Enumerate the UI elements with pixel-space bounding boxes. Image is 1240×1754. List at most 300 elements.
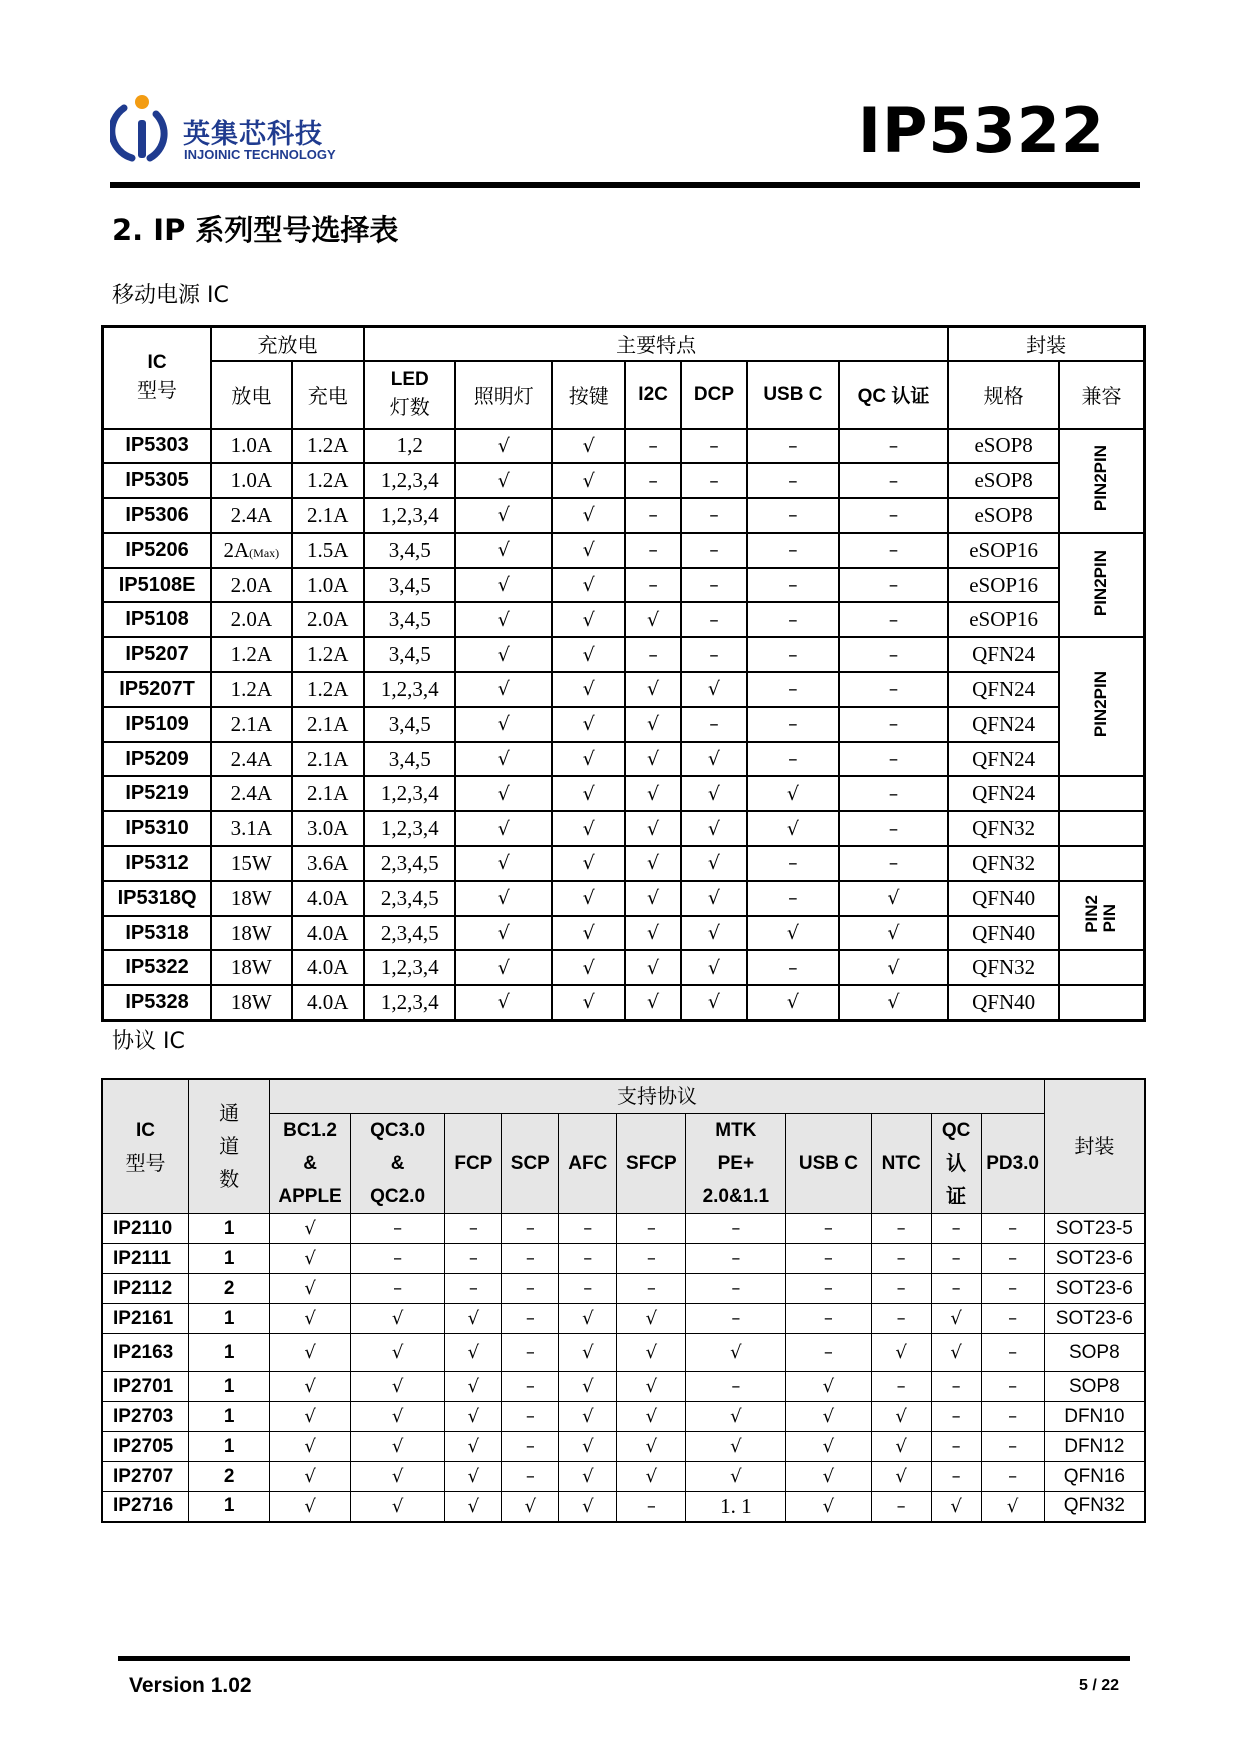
qc-cert-cell: – [931,1214,981,1244]
package-spec-cell: QFN40 [948,881,1059,916]
package-spec-cell: eSOP16 [948,602,1059,637]
channel-count-cell: 1 [188,1492,269,1522]
package-spec-cell: QFN24 [948,707,1059,742]
usbc-cell: – [747,602,839,637]
product-title: IP5322 [857,94,1105,167]
ic-model-cell: IP2112 [102,1274,188,1304]
dcp-cell: √ [681,916,747,951]
channel-count-cell: 1 [188,1432,269,1462]
discharge-cell: 2.4A [211,498,291,533]
qc-cert-cell: – [931,1274,981,1304]
qc-cert-cell: – [839,429,949,464]
channel-count-cell: 1 [188,1304,269,1334]
charge-cell: 3.6A [292,846,364,881]
key-cell: √ [552,846,625,881]
pd30-cell: – [981,1244,1044,1274]
led-count-cell: 2,3,4,5 [364,916,456,951]
i2c-cell: √ [625,985,680,1020]
ic-model-cell: IP2111 [102,1244,188,1274]
table-row [102,1214,1145,1244]
package-cell: SOT23-6 [1044,1274,1145,1304]
usbc-cell: – [786,1214,871,1244]
afc-cell: √ [559,1492,617,1522]
usbc-cell: – [786,1274,871,1304]
qc-cert-cell: √ [839,916,949,951]
light-cell: √ [455,533,552,568]
col-key: 按键 [552,361,625,429]
ic-model-cell: IP5207 [103,637,212,672]
package-spec-cell: eSOP8 [948,463,1059,498]
i2c-cell: √ [625,707,680,742]
scp-cell: – [502,1372,559,1402]
discharge-cell: 2.1A [211,707,291,742]
dcp-cell: √ [681,811,747,846]
dcp-cell: – [681,602,747,637]
protocol-ic-subtitle: 协议 IC [112,1029,185,1054]
led-count-cell: 3,4,5 [364,637,456,672]
charge-cell: 4.0A [292,985,364,1020]
mtk-cell: – [686,1372,786,1402]
usbc-cell: √ [747,985,839,1020]
charge-cell: 4.0A [292,916,364,951]
mtk-cell: – [686,1304,786,1334]
table-row [103,846,1145,881]
compat-cell: PIN2PIN [1059,637,1145,776]
table-row [102,1244,1145,1274]
dcp-cell: – [681,568,747,603]
scp-cell: √ [502,1492,559,1522]
package-cell: SOT23-6 [1044,1304,1145,1334]
dcp-cell: √ [681,950,747,985]
ic-model-cell: IP5109 [103,707,212,742]
key-cell: √ [552,742,625,777]
mtk-cell: √ [686,1462,786,1492]
fcp-cell: √ [445,1402,502,1432]
package-spec-cell: QFN32 [948,811,1059,846]
ntc-cell: – [871,1214,931,1244]
ic-model-cell: IP5306 [103,498,212,533]
mtk-cell: – [686,1274,786,1304]
qc-cert-cell: – [839,533,949,568]
charge-cell: 2.1A [292,707,364,742]
col-ntc: NTC [871,1114,931,1214]
charge-cell: 1.2A [292,429,364,464]
fcp-cell: √ [445,1492,502,1522]
usbc-cell: – [747,707,839,742]
fcp-cell: √ [445,1372,502,1402]
led-count-cell: 3,4,5 [364,568,456,603]
usbc-cell: √ [747,776,839,811]
usbc-cell: – [747,742,839,777]
usbc-cell: – [747,429,839,464]
pd30-cell: – [981,1304,1044,1334]
dcp-cell: √ [681,881,747,916]
col-qc-cert: QC 认 证 [931,1114,981,1214]
qc-cert-cell: – [839,776,949,811]
mtk-cell: √ [686,1402,786,1432]
table-row [103,881,1145,916]
i2c-cell: – [625,533,680,568]
led-count-cell: 1,2,3,4 [364,811,456,846]
discharge-cell: 1.2A [211,672,291,707]
table-row [103,811,1145,846]
channel-count-cell: 2 [188,1462,269,1492]
key-cell: √ [552,602,625,637]
ic-model-cell: IP5328 [103,985,212,1020]
pd30-cell: – [981,1274,1044,1304]
bc12-cell: √ [270,1244,350,1274]
led-count-cell: 1,2,3,4 [364,463,456,498]
usbc-cell: √ [786,1432,871,1462]
ntc-cell: √ [871,1432,931,1462]
col-scp: SCP [502,1114,559,1214]
key-cell: √ [552,881,625,916]
scp-cell: – [502,1244,559,1274]
table-row [103,776,1145,811]
usbc-cell: √ [786,1372,871,1402]
channel-count-cell: 1 [188,1372,269,1402]
header-ic-model: IC 型号 [103,327,212,429]
light-cell: √ [455,429,552,464]
ic-model-cell: IP2705 [102,1432,188,1462]
afc-cell: √ [559,1402,617,1432]
header-channel-count: 通 道 数 [188,1079,269,1214]
compat-cell: PIN2PIN [1059,429,1145,533]
ic-model-cell: IP5303 [103,429,212,464]
sfcp-cell: – [617,1492,686,1522]
bc12-cell: √ [270,1372,350,1402]
i2c-cell: – [625,568,680,603]
light-cell: √ [455,707,552,742]
col-afc: AFC [559,1114,617,1214]
key-cell: √ [552,568,625,603]
key-cell: √ [552,672,625,707]
key-cell: √ [552,985,625,1020]
key-cell: √ [552,916,625,951]
col-fcp: FCP [445,1114,502,1214]
ntc-cell: – [871,1492,931,1522]
charge-cell: 3.0A [292,811,364,846]
package-spec-cell: eSOP8 [948,498,1059,533]
bc12-cell: √ [270,1402,350,1432]
charge-cell: 2.1A [292,498,364,533]
ic-model-cell: IP5108E [103,568,212,603]
afc-cell: √ [559,1462,617,1492]
usbc-cell: √ [786,1402,871,1432]
usbc-cell: – [786,1304,871,1334]
charge-cell: 1.0A [292,568,364,603]
channel-count-cell: 1 [188,1244,269,1274]
charge-cell: 2.1A [292,776,364,811]
led-count-cell: 3,4,5 [364,602,456,637]
logo-mark-icon [110,94,176,164]
qc-cert-cell: – [931,1462,981,1492]
table-row [102,1462,1145,1492]
usbc-cell: √ [786,1492,871,1522]
bc12-cell: √ [270,1274,350,1304]
i2c-cell: √ [625,811,680,846]
pd30-cell: – [981,1214,1044,1244]
led-count-cell: 1,2,3,4 [364,776,456,811]
pd30-cell: – [981,1402,1044,1432]
mtk-cell: 1. 1 [686,1492,786,1522]
ntc-cell: – [871,1304,931,1334]
led-count-cell: 2,3,4,5 [364,881,456,916]
i2c-cell: √ [625,881,680,916]
qc-cell: √ [350,1372,445,1402]
table-row [102,1274,1145,1304]
led-count-cell: 3,4,5 [364,533,456,568]
power-bank-subtitle: 移动电源 IC [112,283,229,308]
col-qc-cert: QC 认证 [839,361,949,429]
fcp-cell: √ [445,1334,502,1372]
usbc-cell: – [786,1244,871,1274]
mtk-cell: √ [686,1432,786,1462]
key-cell: √ [552,533,625,568]
discharge-cell: 2.4A [211,776,291,811]
i2c-cell: – [625,429,680,464]
package-spec-cell: eSOP8 [948,429,1059,464]
qc-cell: √ [350,1304,445,1334]
i2c-cell: √ [625,846,680,881]
ntc-cell: √ [871,1462,931,1492]
scp-cell: – [502,1304,559,1334]
package-spec-cell: QFN32 [948,950,1059,985]
afc-cell: √ [559,1334,617,1372]
ntc-cell: √ [871,1334,931,1372]
usbc-cell: √ [747,811,839,846]
light-cell: √ [455,602,552,637]
table-row [103,463,1145,498]
header-package: 封装 [1044,1079,1145,1214]
qc-cert-cell: – [931,1372,981,1402]
package-cell: QFN32 [1044,1492,1145,1522]
qc-cert-cell: √ [839,881,949,916]
dcp-cell: √ [681,985,747,1020]
table-row [102,1304,1145,1334]
qc-cert-cell: – [839,742,949,777]
led-count-cell: 1,2,3,4 [364,950,456,985]
logo-english-name: INJOINIC TECHNOLOGY [184,147,336,162]
charge-cell: 2.0A [292,602,364,637]
bc12-cell: √ [270,1492,350,1522]
pd30-cell: – [981,1372,1044,1402]
i2c-cell: √ [625,602,680,637]
qc-cell: √ [350,1462,445,1492]
sfcp-cell: √ [617,1304,686,1334]
charge-cell: 4.0A [292,881,364,916]
package-spec-cell: eSOP16 [948,533,1059,568]
usbc-cell: – [747,533,839,568]
light-cell: √ [455,672,552,707]
light-cell: √ [455,881,552,916]
usbc-cell: – [747,498,839,533]
col-usbc: USB C [747,361,839,429]
qc-cell: √ [350,1432,445,1462]
table-row [102,1372,1145,1402]
protocol-ic-table [101,1078,1146,1523]
package-spec-cell: eSOP16 [948,568,1059,603]
scp-cell: – [502,1214,559,1244]
qc-cert-cell: √ [931,1334,981,1372]
qc-cert-cell: – [839,498,949,533]
table-row [102,1334,1145,1372]
discharge-cell: 15W [211,846,291,881]
i2c-cell: √ [625,950,680,985]
ic-model-cell: IP2707 [102,1462,188,1492]
col-mtk-pe: MTK PE+ 2.0&1.1 [686,1114,786,1214]
page-header [110,86,1140,186]
scp-cell: – [502,1274,559,1304]
key-cell: √ [552,950,625,985]
col-charge: 充电 [292,361,364,429]
dcp-cell: √ [681,846,747,881]
afc-cell: √ [559,1304,617,1334]
ic-model-cell: IP5318Q [103,881,212,916]
package-spec-cell: QFN24 [948,637,1059,672]
scp-cell: – [502,1402,559,1432]
ic-model-cell: IP2163 [102,1334,188,1372]
ntc-cell: – [871,1244,931,1274]
ic-model-cell: IP5209 [103,742,212,777]
ic-model-cell: IP5310 [103,811,212,846]
sfcp-cell: √ [617,1402,686,1432]
charge-cell: 2.1A [292,742,364,777]
qc-cert-cell: – [839,568,949,603]
table-row [103,637,1145,672]
usbc-cell: – [747,463,839,498]
ic-model-cell: IP5108 [103,602,212,637]
power-bank-ic-table [101,325,1146,1022]
company-logo [110,94,350,164]
led-count-cell: 3,4,5 [364,742,456,777]
dcp-cell: √ [681,672,747,707]
sfcp-cell: √ [617,1334,686,1372]
key-cell: √ [552,637,625,672]
light-cell: √ [455,637,552,672]
sfcp-cell: – [617,1244,686,1274]
qc-cell: – [350,1274,445,1304]
ic-model-cell: IP2703 [102,1402,188,1432]
table-row [103,672,1145,707]
light-cell: √ [455,916,552,951]
table-row [103,916,1145,951]
qc-cell: – [350,1244,445,1274]
section-title: 2. IP 系列型号选择表 [112,213,399,247]
dcp-cell: – [681,707,747,742]
key-cell: √ [552,498,625,533]
table-row [103,429,1145,464]
dcp-cell: – [681,498,747,533]
table-row [103,985,1145,1020]
compat-cell [1059,985,1145,1020]
led-count-cell: 2,3,4,5 [364,846,456,881]
light-cell: √ [455,742,552,777]
ic-model-cell: IP5207T [103,672,212,707]
key-cell: √ [552,429,625,464]
i2c-cell: – [625,498,680,533]
compat-cell [1059,811,1145,846]
usbc-cell: – [747,672,839,707]
pd30-cell: – [981,1432,1044,1462]
ic-model-cell: IP5305 [103,463,212,498]
qc-cert-cell: – [839,463,949,498]
col-pd30: PD3.0 [981,1114,1044,1214]
led-count-cell: 3,4,5 [364,707,456,742]
ntc-cell: √ [871,1402,931,1432]
ic-model-cell: IP5206 [103,533,212,568]
light-cell: √ [455,811,552,846]
led-count-cell: 1,2,3,4 [364,672,456,707]
compat-cell [1059,776,1145,811]
table-row [103,950,1145,985]
footer-page-number: 5 / 22 [1078,1677,1119,1694]
bc12-cell: √ [270,1432,350,1462]
channel-count-cell: 1 [188,1402,269,1432]
scp-cell: – [502,1462,559,1492]
dcp-cell: – [681,463,747,498]
key-cell: √ [552,707,625,742]
package-spec-cell: QFN24 [948,742,1059,777]
key-cell: √ [552,776,625,811]
discharge-cell: 1.0A [211,463,291,498]
usbc-cell: – [747,846,839,881]
col-bc12-apple: BC1.2 & APPLE [270,1114,350,1214]
charge-cell: 1.2A [292,463,364,498]
i2c-cell: – [625,637,680,672]
discharge-cell: 2.0A [211,602,291,637]
col-i2c: I2C [625,361,680,429]
usbc-cell: – [747,568,839,603]
key-cell: √ [552,463,625,498]
header-package: 封装 [948,327,1144,361]
sfcp-cell: – [617,1214,686,1244]
col-dcp: DCP [681,361,747,429]
led-count-cell: 1,2,3,4 [364,985,456,1020]
header-charge-discharge: 充放电 [211,327,364,361]
ntc-cell: – [871,1372,931,1402]
package-spec-cell: QFN32 [948,846,1059,881]
channel-count-cell: 2 [188,1274,269,1304]
usbc-cell: √ [747,916,839,951]
afc-cell: √ [559,1372,617,1402]
charge-cell: 1.2A [292,672,364,707]
afc-cell: – [559,1214,617,1244]
fcp-cell: √ [445,1432,502,1462]
usbc-cell: √ [786,1462,871,1492]
table-row [103,568,1145,603]
discharge-cell: 2A(Max) [211,533,291,568]
charge-cell: 1.5A [292,533,364,568]
ic-model-cell: IP2110 [102,1214,188,1244]
usbc-cell: – [747,637,839,672]
table-row [102,1432,1145,1462]
logo-chinese-name: 英集芯科技 [183,119,323,150]
fcp-cell: √ [445,1462,502,1492]
dcp-cell: – [681,429,747,464]
discharge-cell: 3.1A [211,811,291,846]
qc-cert-cell: – [839,846,949,881]
discharge-cell: 18W [211,916,291,951]
table-row [103,602,1145,637]
qc-cert-cell: – [839,672,949,707]
led-count-cell: 1,2 [364,429,456,464]
qc-cert-cell: – [839,811,949,846]
sfcp-cell: – [617,1274,686,1304]
ic-model-cell: IP2701 [102,1372,188,1402]
mtk-cell: – [686,1214,786,1244]
qc-cert-cell: – [931,1432,981,1462]
